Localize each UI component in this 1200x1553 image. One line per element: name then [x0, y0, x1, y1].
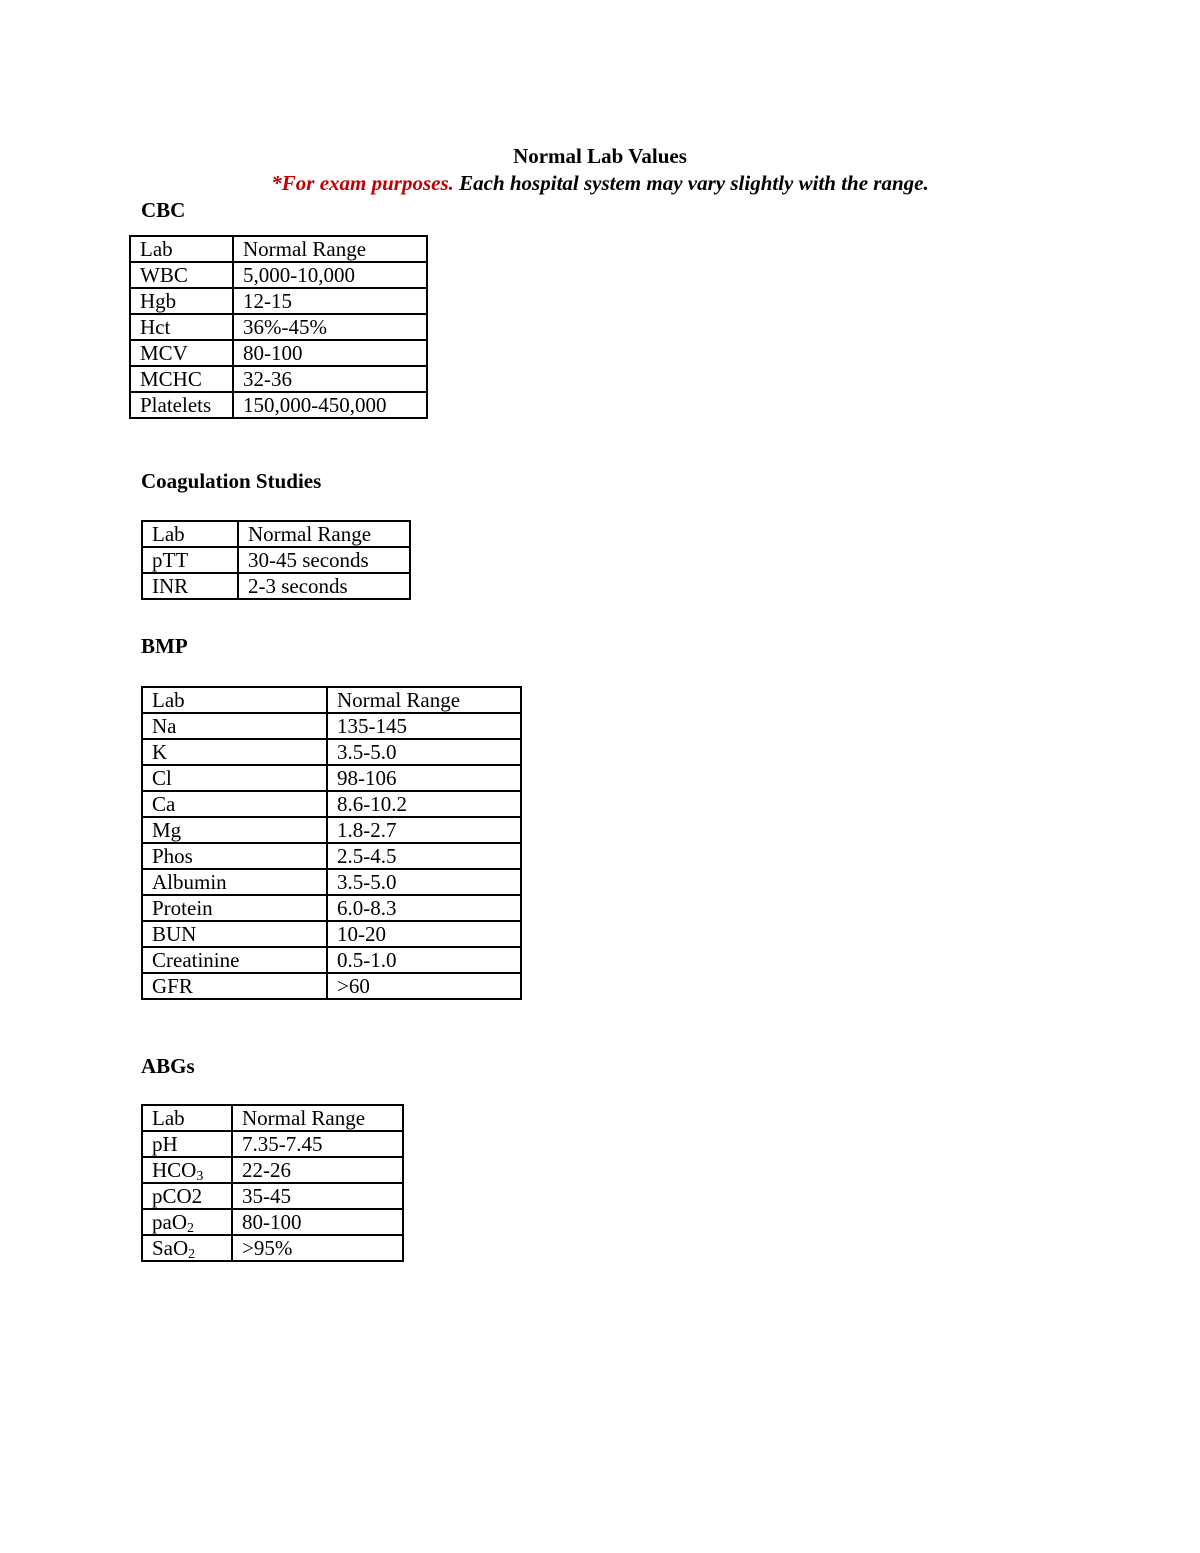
- normal-range-cell: 2.5-4.5: [327, 843, 521, 869]
- lab-name-cell-text: SaO: [152, 1236, 189, 1260]
- table-header-row: [142, 1105, 403, 1131]
- table-row: [142, 739, 521, 765]
- lab-name-cell-text: pH: [152, 1132, 178, 1156]
- table-row: [130, 262, 427, 288]
- normal-range-cell: >60: [327, 973, 521, 999]
- bmp-heading: BMP: [141, 634, 188, 658]
- lab-name-cell: pTT: [142, 547, 238, 573]
- table-row: [142, 843, 521, 869]
- lab-name-cell: Hgb: [130, 288, 233, 314]
- table-row: [142, 765, 521, 791]
- table-row: [130, 340, 427, 366]
- table-row: [142, 921, 521, 947]
- cbc-heading: CBC: [141, 198, 186, 222]
- normal-range-cell: 12-15: [233, 288, 427, 314]
- lab-name-cell: Creatinine: [142, 947, 327, 973]
- abg-heading: ABGs: [141, 1054, 195, 1078]
- coagulation-table: [141, 520, 411, 600]
- lab-name-cell: [142, 1131, 232, 1157]
- lab-name-cell: GFR: [142, 973, 327, 999]
- table-row: [142, 973, 521, 999]
- normal-range-cell: 1.8-2.7: [327, 817, 521, 843]
- lab-name-cell: Albumin: [142, 869, 327, 895]
- normal-range-cell: 5,000-10,000: [233, 262, 427, 288]
- bmp-table: [141, 686, 522, 1000]
- header-lab: Lab: [142, 1105, 232, 1131]
- table-row: [130, 314, 427, 340]
- normal-range-cell: 35-45: [232, 1183, 403, 1209]
- header-lab: Lab: [142, 687, 327, 713]
- exam-note: [0, 170, 1200, 196]
- table-header-row: [142, 687, 521, 713]
- header-lab: Lab: [142, 521, 238, 547]
- normal-range-cell: 150,000-450,000: [233, 392, 427, 418]
- normal-range-cell: 8.6-10.2: [327, 791, 521, 817]
- normal-range-cell: 80-100: [233, 340, 427, 366]
- table-row: [142, 1235, 403, 1261]
- lab-name-cell: Ca: [142, 791, 327, 817]
- normal-range-cell: 7.35-7.45: [232, 1131, 403, 1157]
- normal-range-cell: 2-3 seconds: [238, 573, 410, 599]
- lab-name-cell-subscript: 2: [188, 1247, 196, 1262]
- header-normal-range: Normal Range: [233, 236, 427, 262]
- abg-table: [141, 1104, 404, 1262]
- normal-range-cell: 135-145: [327, 713, 521, 739]
- lab-name-cell-text: paO: [152, 1210, 187, 1234]
- lab-name-cell: [142, 1183, 232, 1209]
- lab-name-cell: [142, 1209, 232, 1235]
- header-normal-range: Normal Range: [232, 1105, 403, 1131]
- coagulation-heading: Coagulation Studies: [141, 469, 322, 493]
- normal-range-cell: 0.5-1.0: [327, 947, 521, 973]
- table-row: [142, 869, 521, 895]
- table-row: [142, 547, 410, 573]
- lab-name-cell-text: HCO: [152, 1158, 197, 1182]
- table-row: [142, 1183, 403, 1209]
- lab-name-cell-text: pCO2: [152, 1184, 203, 1208]
- table-row: [142, 947, 521, 973]
- normal-range-cell: 3.5-5.0: [327, 869, 521, 895]
- normal-range-cell: 6.0-8.3: [327, 895, 521, 921]
- table-row: [142, 895, 521, 921]
- lab-name-cell: K: [142, 739, 327, 765]
- table-row: [142, 713, 521, 739]
- table-row: [142, 1209, 403, 1235]
- table-header-row: [142, 521, 410, 547]
- lab-name-cell: Phos: [142, 843, 327, 869]
- lab-name-cell-subscript: 2: [187, 1221, 194, 1236]
- lab-name-cell: [142, 1157, 232, 1183]
- lab-name-cell: Na: [142, 713, 327, 739]
- table-row: [142, 573, 410, 599]
- header-normal-range: Normal Range: [327, 687, 521, 713]
- table-row: [130, 392, 427, 418]
- lab-name-cell: Mg: [142, 817, 327, 843]
- lab-name-cell: Cl: [142, 765, 327, 791]
- table-row: [130, 288, 427, 314]
- normal-range-cell: 98-106: [327, 765, 521, 791]
- normal-range-cell: 10-20: [327, 921, 521, 947]
- normal-range-cell: 32-36: [233, 366, 427, 392]
- lab-name-cell: BUN: [142, 921, 327, 947]
- exam-note-text: Each hospital system may vary slightly with the range.: [453, 171, 929, 195]
- table-row: [130, 366, 427, 392]
- normal-range-cell: 36%-45%: [233, 314, 427, 340]
- normal-range-cell: 3.5-5.0: [327, 739, 521, 765]
- normal-range-cell: >95%: [232, 1235, 403, 1261]
- lab-name-cell: Hct: [130, 314, 233, 340]
- lab-name-cell: MCHC: [130, 366, 233, 392]
- lab-name-cell: INR: [142, 573, 238, 599]
- page-title: Normal Lab Values: [513, 144, 687, 168]
- lab-name-cell: MCV: [130, 340, 233, 366]
- lab-name-cell: [142, 1235, 232, 1261]
- cbc-table: [129, 235, 428, 419]
- table-row: [142, 1131, 403, 1157]
- table-header-row: [130, 236, 427, 262]
- normal-range-cell: 30-45 seconds: [238, 547, 410, 573]
- lab-name-cell: WBC: [130, 262, 233, 288]
- header-lab: Lab: [130, 236, 233, 262]
- exam-note-emphasis: *For exam purposes.: [271, 171, 454, 195]
- table-row: [142, 817, 521, 843]
- normal-range-cell: 80-100: [232, 1209, 403, 1235]
- table-row: [142, 1157, 403, 1183]
- table-row: [142, 791, 521, 817]
- header-normal-range: Normal Range: [238, 521, 410, 547]
- lab-name-cell: Protein: [142, 895, 327, 921]
- normal-range-cell: 22-26: [232, 1157, 403, 1183]
- lab-name-cell-subscript: 3: [196, 1169, 204, 1184]
- lab-name-cell: Platelets: [130, 392, 233, 418]
